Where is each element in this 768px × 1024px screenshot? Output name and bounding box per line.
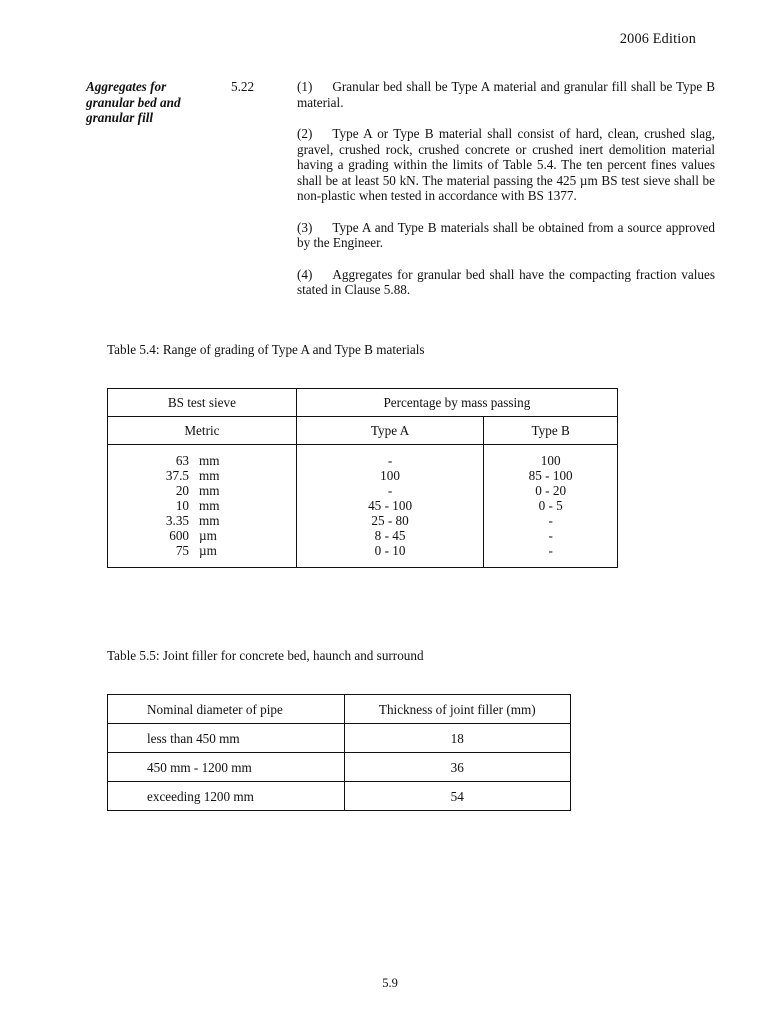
type-a-value: 25 - 80: [371, 513, 409, 528]
joint-filler-table: [107, 694, 571, 811]
sieve-unit: mm: [199, 468, 220, 483]
sieve-size: [108, 513, 296, 528]
sieve-value: 20: [175, 483, 189, 498]
paragraph-number: (3): [297, 219, 313, 235]
paragraph-text: Granular bed shall be Type A material and granular fill shall be Type B material.: [297, 79, 715, 110]
sieve-size: [108, 543, 296, 558]
sieve-unit: µm: [199, 528, 217, 543]
header-percentage-passing: Percentage by mass passing: [296, 389, 617, 417]
sieve-value: 75: [175, 543, 189, 558]
type-b-value: 0 - 20: [535, 483, 567, 498]
type-b-values-cell: [484, 445, 618, 568]
subheader-metric: Metric: [108, 417, 297, 445]
table-5-4-caption: Table 5.4: Range of grading of Type A and Type B materials: [107, 342, 425, 357]
paragraph-number: (4): [297, 266, 313, 282]
side-heading-line: granular bed and: [86, 94, 181, 110]
clause-side-heading: [86, 79, 226, 126]
type-b-value: 100: [540, 453, 561, 468]
clause-paragraph: [297, 126, 715, 204]
sieve-value: 3.35: [165, 513, 189, 528]
sieve-size: [108, 483, 296, 498]
clause-number: 5.22: [231, 79, 255, 94]
type-b-value: 0 - 5: [538, 498, 563, 513]
table-row: [108, 782, 571, 811]
type-b-value: 85 - 100: [528, 468, 573, 483]
sieve-size-cell: [108, 445, 297, 568]
sieve-value: 10: [175, 498, 189, 513]
type-a-value: 45 - 100: [368, 498, 413, 513]
diameter-cell: exceeding 1200 mm: [108, 782, 345, 811]
table-5-5-caption: Table 5.5: Joint filler for concrete bed, haunch and surround: [107, 648, 424, 663]
sieve-size: [108, 498, 296, 513]
subheader-type-a: Type A: [296, 417, 484, 445]
side-heading-line: Aggregates for: [86, 79, 167, 94]
table-body-row: [108, 445, 618, 568]
sieve-unit: mm: [199, 483, 220, 498]
sieve-unit: mm: [199, 513, 220, 528]
type-a-value: 0 - 10: [374, 543, 406, 558]
page-number: 5.9: [382, 976, 398, 990]
table-row: [108, 724, 571, 753]
table-header-row: [108, 695, 571, 724]
diameter-cell: 450 mm - 1200 mm: [108, 753, 345, 782]
sieve-value: 63: [175, 453, 189, 468]
side-heading-line: granular fill: [86, 110, 154, 125]
type-b-value: -: [548, 543, 553, 558]
type-a-value: -: [387, 483, 393, 498]
edition-label: 2006 Edition: [619, 31, 696, 47]
paragraph-number: (2): [297, 126, 313, 141]
table-header-row: [108, 389, 618, 417]
type-a-value: 8 - 45: [374, 528, 406, 543]
clause-paragraph: [297, 267, 715, 298]
diameter-cell: less than 450 mm: [108, 724, 345, 753]
sieve-value: 37.5: [165, 468, 189, 483]
paragraph-text: Aggregates for granular bed shall have the compacting fraction values stated in Clause 5.88.: [297, 266, 715, 297]
header-bs-test-sieve: BS test sieve: [108, 389, 297, 417]
type-b-value: -: [548, 528, 553, 543]
table-subheader-row: [108, 417, 618, 445]
sieve-value: 600: [169, 528, 189, 543]
type-a-value: -: [387, 453, 393, 468]
sieve-size: [108, 453, 296, 468]
sieve-size: [108, 468, 296, 483]
header-nominal-diameter: Nominal diameter of pipe: [108, 695, 345, 724]
sieve-unit: mm: [199, 498, 220, 513]
type-a-values-cell: [296, 445, 484, 568]
subheader-type-b: Type B: [484, 417, 618, 445]
type-b-value: -: [548, 513, 553, 528]
sieve-unit: mm: [199, 453, 220, 468]
paragraph-text: Type A and Type B materials shall be obtained from a source approved by the Engineer.: [297, 219, 715, 250]
paragraph-number: (1): [297, 79, 313, 94]
sieve-size: [108, 528, 296, 543]
clause-paragraph: [297, 79, 715, 110]
thickness-cell: 36: [344, 753, 570, 782]
clause-paragraph: [297, 220, 715, 251]
thickness-cell: 54: [344, 782, 570, 811]
grading-table: [107, 388, 618, 568]
thickness-cell: 18: [344, 724, 570, 753]
sieve-unit: µm: [199, 543, 217, 558]
table-row: [108, 753, 571, 782]
header-joint-filler-thickness: Thickness of joint filler (mm): [344, 695, 570, 724]
paragraph-text: Type A or Type B material shall consist of hard, clean, crushed slag, gravel, crushed rock, crushed concrete or crushed inert demolition material having a grading within the limits of Table 5.4. The ten percent fines values shall be at least 50 kN. The material passing the 425 µm BS test sieve shall be non-plastic when tested in accordance with BS 1377.: [297, 126, 715, 203]
type-a-value: 100: [380, 468, 400, 483]
clause-paragraphs: [297, 79, 715, 314]
